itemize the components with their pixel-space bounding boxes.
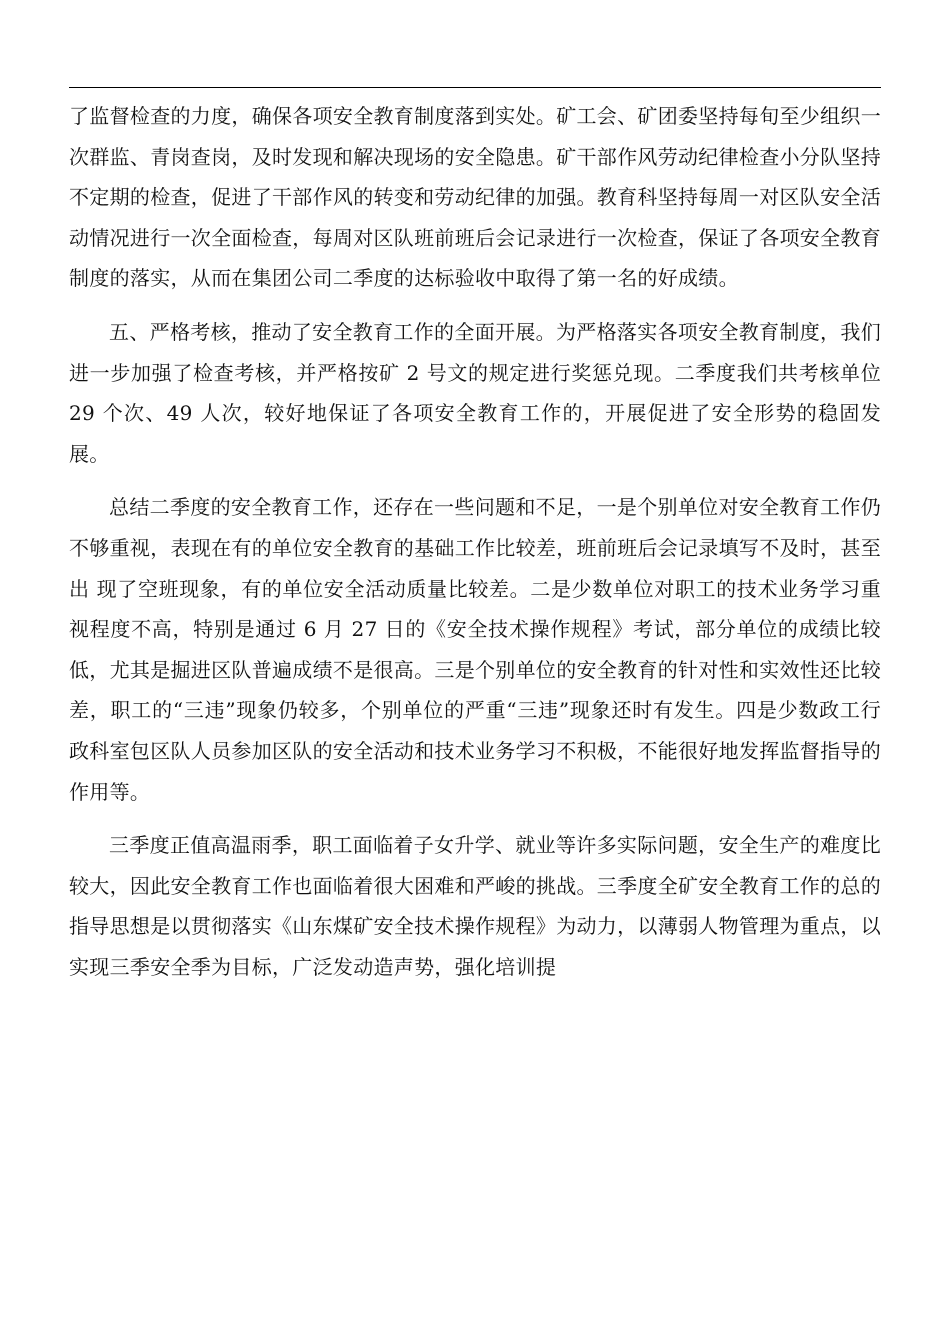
header-rule: [69, 87, 881, 88]
paragraph-1: 了监督检查的力度，确保各项安全教育制度落到实处。矿工会、矿团委坚持每旬至少组织一次群监、青岗查岗，及时发现和解决现场的安全隐患。矿干部作风劳动纪律检查小分队坚持不定期的检查，促进了干部作风的转变和劳动纪律的加强。教育科坚持每周一对区队安全活动情况进行一次全面检查，每周对区队班前班后会记录进行一次检查，保证了各项安全教育制度的落实，从而在集团公司二季度的达标验收中取得了第一名的好成绩。: [69, 104, 881, 291]
paragraph-4: 三季度正值高温雨季，职工面临着子女升学、就业等许多实际问题，安全生产的难度比较大，因此安全教育工作也面临着很大困难和严峻的挑战。三季度全矿安全教育工作的总的指导思想是以贯彻落实《山东煤矿安全技术操作规程》为动力，以薄弱人物管理为重点，以实现三季安全季为目标，广泛发动造声势，强化培训提: [69, 833, 881, 979]
paragraph-2: 五、严格考核，推动了安全教育工作的全面开展。为严格落实各项安全教育制度，我们进一步加强了检查考核，并严格按矿 2 号文的规定进行奖惩兑现。二季度我们共考核单位 29 个次、49 人次，较好地保证了各项安全教育工作的，开展促进了安全形势的稳固发展。: [69, 319, 881, 466]
document-body: [69, 96, 881, 987]
paragraph-3: 总结二季度的安全教育工作，还存在一些问题和不足，一是个别单位对安全教育工作仍不够重视，表现在有的单位安全教育的基础工作比较差，班前班后会记录填写不及时，甚至出 现了空班现象，有的单位安全活动质量比较差。二是少数单位对职工的技术业务学习重视程度不高，特别是通过 6 月 27 日的《安全技术操作规程》考试，部分单位的成绩比较低，尤其是掘进区队普遍成绩不是很高。三是个别单位的安全教育的针对性和实效性还比较差，职工的“三违”现象仍较多，个别单位的严重“三违”现象还时有发生。四是少数政工行政科室包区队人员参加区队的安全活动和技术业务学习不积极，不能很好地发挥监督指导的作用等。: [69, 495, 881, 804]
document-page: [69, 0, 881, 1344]
